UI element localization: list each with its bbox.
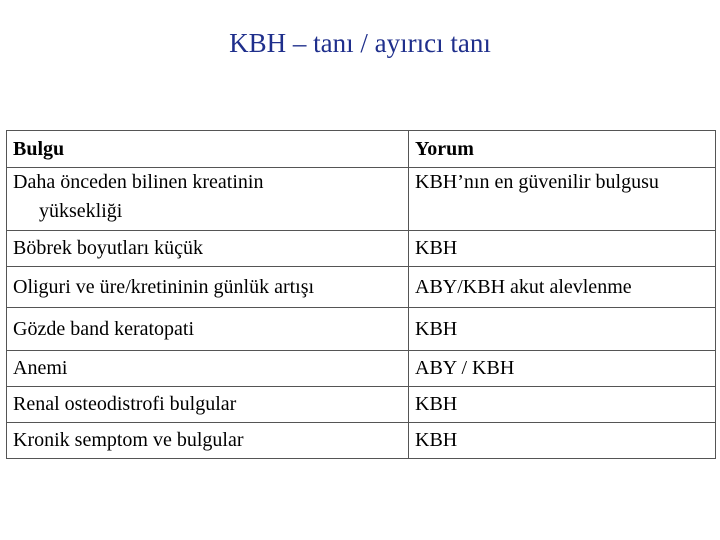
header-bulgu: Bulgu: [7, 131, 409, 168]
cell-bulgu: Böbrek boyutları küçük: [7, 231, 409, 267]
cell-bulgu: Kronik semptom ve bulgular: [7, 423, 409, 459]
cell-yorum: KBH: [409, 387, 716, 423]
bulgu-line-2: yüksekliği: [39, 200, 123, 222]
cell-yorum: ABY/KBH akut alevlenme: [409, 267, 716, 308]
cell-yorum: ABY / KBH: [409, 351, 716, 387]
page-title: KBH – tanı / ayırıcı tanı: [229, 28, 491, 58]
cell-yorum: KBH: [409, 423, 716, 459]
header-yorum: Yorum: [409, 131, 716, 168]
bulgu-text: [13, 168, 408, 226]
table-row: [7, 168, 716, 231]
cell-yorum: KBH: [409, 308, 716, 351]
findings-table: [6, 130, 716, 459]
table-row: [7, 267, 716, 308]
cell-yorum: KBH: [409, 231, 716, 267]
table-row: [7, 231, 716, 267]
cell-bulgu: [7, 168, 409, 231]
table-header-row: [7, 131, 716, 168]
cell-bulgu: Oliguri ve üre/kretininin günlük artışı: [7, 267, 409, 308]
cell-bulgu: Renal osteodistrofi bulgular: [7, 387, 409, 423]
table-row: [7, 387, 716, 423]
table-row: [7, 308, 716, 351]
bulgu-line-1: Daha önceden bilinen kreatinin: [13, 171, 264, 193]
table-row: [7, 351, 716, 387]
cell-bulgu: Anemi: [7, 351, 409, 387]
cell-yorum: KBH’nın en güvenilir bulgusu: [409, 168, 716, 231]
cell-bulgu: Gözde band keratopati: [7, 308, 409, 351]
table-row: [7, 423, 716, 459]
